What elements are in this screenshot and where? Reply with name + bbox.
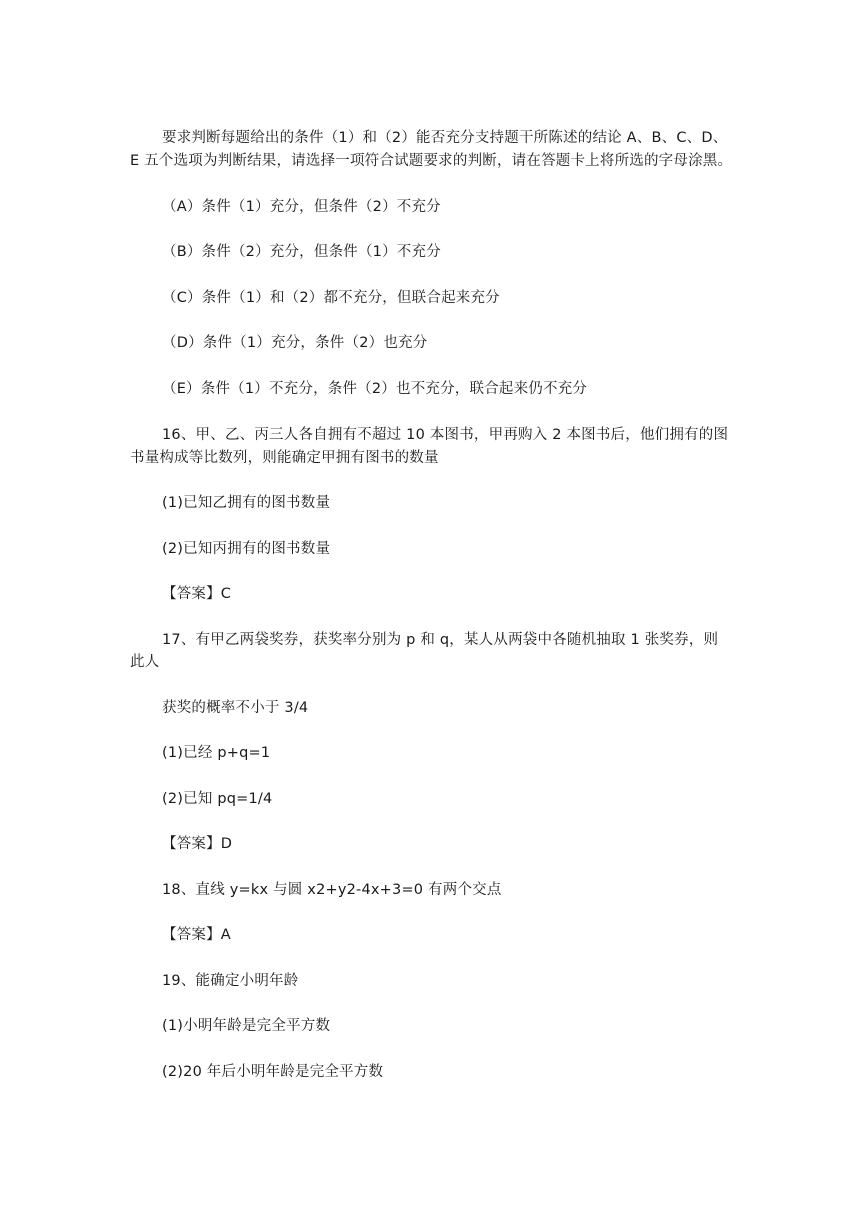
q17-condition-1: (1)已经 p+q=1 — [162, 745, 271, 761]
q18-stem: 18、直线 y=kx 与圆 x2+y2-4x+3=0 有两个交点 — [162, 882, 502, 898]
q16-condition-1: (1)已知乙拥有的图书数量 — [162, 495, 331, 511]
q16-stem-line-2: 书量构成等比数列，则能确定甲拥有图书的数量 — [130, 450, 439, 466]
q17-stem-line-3: 获奖的概率不小于 3/4 — [162, 700, 309, 716]
q17-stem-line-1: 17、有甲乙两袋奖券，获奖率分别为 p 和 q，某人从两袋中各随机抽取 1 张奖券，则 — [162, 632, 719, 648]
intro-line-1: 要求判断每题给出的条件（1）和（2）能否充分支持题干所陈述的结论 A、B、C、D、 — [162, 130, 728, 146]
q17-answer: 【答案】D — [162, 836, 233, 852]
q16-condition-2: (2)已知丙拥有的图书数量 — [162, 541, 331, 557]
q17-condition-2: (2)已知 pq=1/4 — [162, 791, 273, 807]
option-e: （E）条件（1）不充分，条件（2）也不充分，联合起来仍不充分 — [162, 381, 588, 397]
q19-condition-1: (1)小明年龄是完全平方数 — [162, 1018, 331, 1034]
q18-answer: 【答案】A — [162, 927, 231, 943]
q19-stem: 19、能确定小明年龄 — [162, 973, 299, 989]
q19-condition-2: (2)20 年后小明年龄是完全平方数 — [162, 1064, 384, 1080]
q16-answer: 【答案】C — [162, 586, 232, 602]
intro-line-2: E 五个选项为判断结果，请选择一项符合试题要求的判断，请在答题卡上将所选的字母涂黑。 — [130, 153, 733, 169]
option-d: （D）条件（1）充分，条件（2）也充分 — [162, 335, 428, 351]
option-c: （C）条件（1）和（2）都不充分，但联合起来充分 — [162, 290, 500, 306]
q17-stem-line-2: 此人 — [130, 654, 160, 670]
option-b: （B）条件（2）充分，但条件（1）不充分 — [162, 244, 441, 260]
option-a: （A）条件（1）充分，但条件（2）不充分 — [162, 199, 441, 215]
q16-stem-line-1: 16、甲、乙、丙三人各自拥有不超过 10 本图书，甲再购入 2 本图书后，他们拥有的图 — [162, 427, 729, 443]
